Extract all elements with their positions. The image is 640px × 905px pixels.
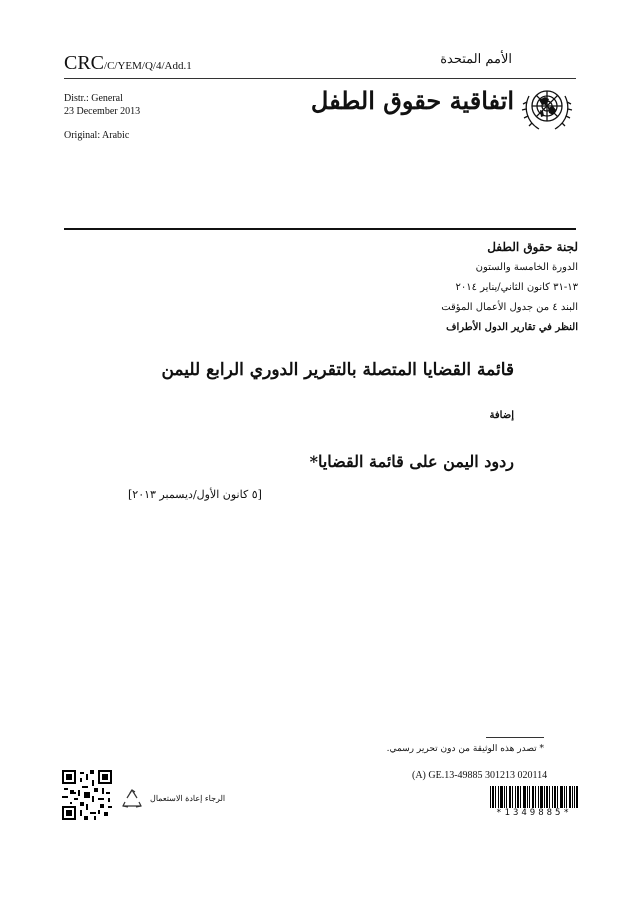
united-nations-arabic: الأمم المتحدة [440, 52, 512, 67]
consideration-line: النظر في تقارير الدول الأطراف [446, 322, 578, 333]
addendum-label: إضافة [489, 410, 514, 421]
committee-name: لجنة حقوق الطفل [487, 240, 578, 254]
job-number: (A) GE.13-49885 301213 020114 [412, 770, 548, 781]
distribution-info [64, 92, 140, 118]
qr-code-icon [62, 770, 112, 820]
barcode-icon [490, 786, 578, 808]
footnote: * تصدر هذه الوثيقة من دون تحرير رسمي. [386, 744, 544, 754]
symbol-main: CRC [64, 52, 105, 74]
document-main-title: قائمة القضايا المتصلة بالتقرير الدوري الرابع لليمن [161, 360, 514, 380]
symbol-rest: /C/YEM/Q/4/Add.1 [104, 60, 192, 72]
replies-title: ردود اليمن على قائمة القضايا* [309, 452, 514, 471]
date-line: 23 December 2013 [64, 106, 141, 117]
convention-title: اتفاقية حقوق الطفل [310, 86, 514, 115]
date-note: [٥ كانون الأول/ديسمبر ٢٠١٣] [128, 488, 262, 501]
footnote-divider [486, 737, 544, 738]
section-divider [64, 228, 576, 230]
un-emblem-icon [520, 82, 574, 136]
agenda-item: البند ٤ من جدول الأعمال المؤقت [441, 302, 578, 313]
barcode-number: *1349885* [496, 808, 572, 818]
document-symbol [64, 52, 192, 75]
original-language: Original: Arabic [64, 130, 130, 141]
header-divider [64, 78, 576, 79]
recycle-text: الرجاء إعادة الاستعمال [150, 794, 226, 803]
session-dates: ١٣-٣١ كانون الثاني/يناير ٢٠١٤ [455, 282, 578, 293]
recycle-icon [120, 788, 144, 810]
distr-line: Distr.: General [64, 93, 123, 104]
session-name: الدورة الخامسة والستون [475, 262, 578, 273]
